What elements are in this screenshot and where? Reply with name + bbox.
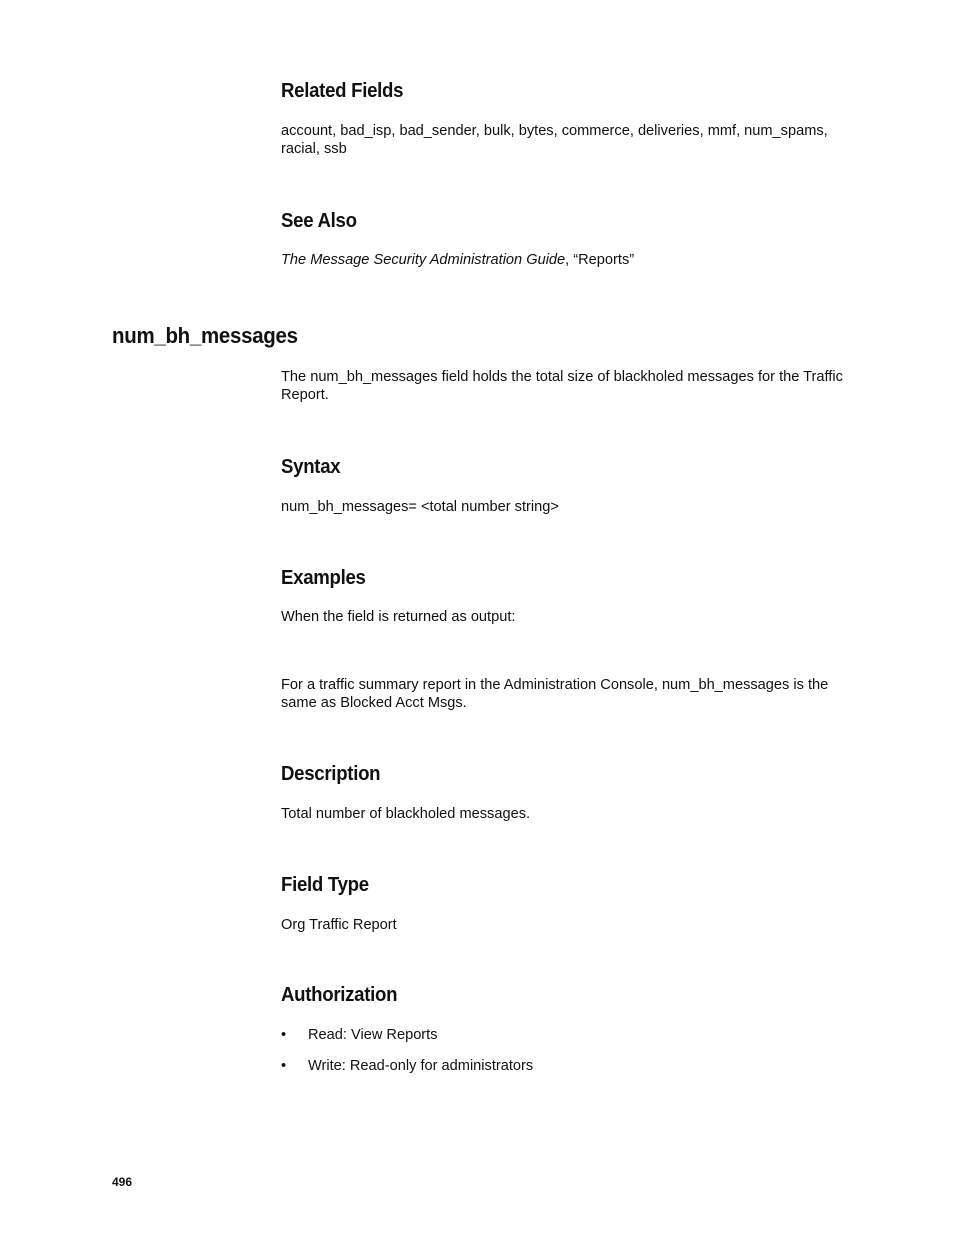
section-intro: The num_bh_messages field holds the total size of blackholed messages for the Traffic Report.: [281, 369, 843, 403]
description-body: Total number of blackholed messages.: [281, 806, 531, 822]
reference-suffix: , “Reports”: [565, 252, 635, 268]
examples-heading: Examples: [281, 567, 366, 589]
field-type-heading: Field Type: [281, 874, 369, 896]
authorization-item-label: Write: Read-only for administrators: [308, 1058, 534, 1074]
related-fields-list: account, bad_isp, bad_sender, bulk, bytes, commerce, deliveries, mmf, num_spams, racial, ssb: [281, 123, 828, 157]
see-also-reference: [281, 251, 846, 269]
bullet-icon: •: [281, 1058, 287, 1074]
syntax-body: num_bh_messages= <total number string>: [281, 499, 559, 515]
see-also-heading: See Also: [281, 210, 357, 232]
page-number: 496: [112, 1175, 133, 1189]
examples-line-1: When the field is returned as output:: [281, 609, 516, 625]
section-title: num_bh_messages: [112, 323, 298, 348]
authorization-heading: Authorization: [281, 984, 398, 1006]
bullet-icon: •: [281, 1027, 287, 1043]
syntax-heading: Syntax: [281, 456, 341, 478]
field-type-body: Org Traffic Report: [281, 917, 397, 933]
description-heading: Description: [281, 763, 381, 785]
related-fields-heading: Related Fields: [281, 80, 404, 102]
authorization-item-label: Read: View Reports: [308, 1027, 438, 1043]
guide-title: The Message Security Administration Guide: [281, 252, 566, 268]
examples-line-2: For a traffic summary report in the Administration Console, num_bh_messages is the same as Blocked Acct Msgs.: [281, 677, 829, 711]
